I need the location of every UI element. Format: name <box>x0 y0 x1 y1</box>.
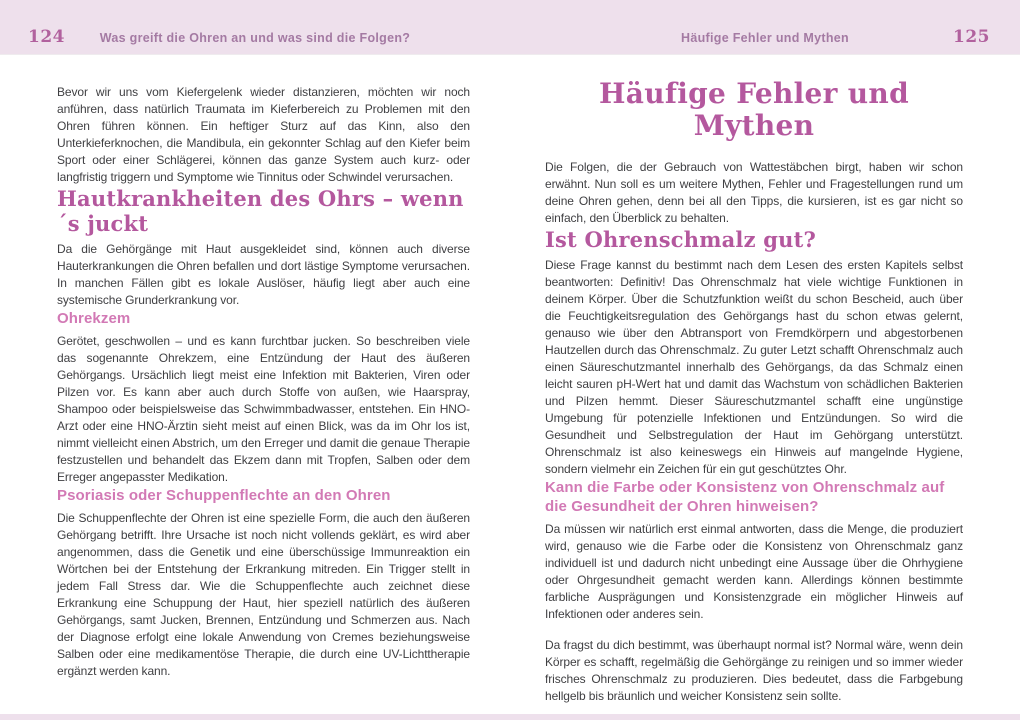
bottom-accent-bar <box>0 714 1020 720</box>
subheading-farbe-konsistenz: Kann die Farbe oder Konsistenz von Ohrenschmalz auf die Gesundheit der Ohren hinweisen? <box>545 479 945 515</box>
page-spread-content <box>0 54 1020 705</box>
running-head-left-half <box>0 0 510 54</box>
running-head-bar <box>0 0 1020 54</box>
left-intro-paragraph: Bevor wir uns vom Kiefergelenk wieder distanzieren, möchten wir noch anführen, dass natürlich Traumata im Kieferbereich zu Problemen mit den Ohren führen können. Ein heftiger Sturz auf das Kinn, also den Unterkieferknochen, die Mandibula, ein gekonnter Schlag auf den Kiefer beim Sport oder einer Schlägerei, können das ganze System auch kurz- oder langfristig triggern und Symptome wie Tinnitus oder Schwindel verursachen. <box>57 85 470 184</box>
farbe-konsistenz-paragraph-1: Da müssen wir natürlich erst einmal antworten, dass die Menge, die produziert wird, genauso wie die Farbe oder die Konsistenz von Ohrenschmalz ganz individuell ist und dadurch nicht unbedingt eine Aussage über die Ohrhygiene oder Ohrgesundheit gemacht werden kann. Allerdings können bestimmte farbliche Ausprägungen und Konsistenzgrade ein möglicher Hinweis auf Infektionen oder anderes sein. <box>545 522 963 621</box>
ohrekzem-paragraph: Gerötet, geschwollen – und es kann furchtbar jucken. So beschreiben viele das sogenannte Ohrekzem, eine Entzündung der Haut des äußeren Gehörgangs. Ursächlich liegt meist eine Infektion mit Bakterien, Viren oder Pilzen vor. Es kann aber auch durch Stoffe von außen, wie Haarspray, Shampoo oder beispielsweise das Schwimmbadwasser, entstehen. Ein HNO-Arzt oder eine HNO-Ärztin sieht meist auf einen Blick, was da im Ohr los ist, nimmt vielleicht einen Abstrich, um den Erreger und damit die genaue Therapie festzustellen und behandelt das Ekzem dann mit Tropfen, Salben oder dem Erreger angepasster Medikation. <box>57 334 470 484</box>
left-running-head: Was greift die Ohren an und was sind die Folgen? <box>99 31 411 45</box>
ohrenschmalz-paragraph: Diese Frage kannst du bestimmt nach dem Lesen des ersten Kapitels selbst beantworten: Definitiv! Das Ohrenschmalz hat viele wichtige Funktionen in deinem Körper. Über die Schutzfunktion weißt du schon Bescheid, auch über die Feuchtigkeitsregulation des Gehörgangs hast du schon etwas gelernt, genauso wie über den Abtransport von Fremdkörpern und abgestorbenen Hautzellen durch das Ohrenschmalz. Zu guter Letzt schafft Ohrenschmalz auch einen Säureschutzmantel innerhalb des Gehörgangs, da das Schmalz einen leicht sauren pH-Wert hat und damit das Wachstum von schädlichen Bakterien und Pilzen hemmt. Dieser Säureschutzmantel schafft eine ungünstige Umgebung für potenzielle Infektionen und Entzündungen. So wird die Gesundheit und Selbstregulation der Haut im Gehörgang unterstützt. Ohrenschmalz ist also keineswegs ein Hinweis auf mangelnde Hygiene, sondern vielmehr ein Zeichen für ein gut geschütztes Ohr. <box>545 258 963 476</box>
section-heading-ohrenschmalz: Ist Ohrenschmalz gut? <box>545 227 816 252</box>
hautkrankheiten-paragraph: Da die Gehörgänge mit Haut ausgekleidet sind, können auch diverse Hauterkrankungen die Ohren befallen und dort lästige Symptome verursachen. In manchen Fällen gibt es lokale Auslöser, häufig liegt aber auch eine systemische Grunderkrankung vor. <box>57 242 470 307</box>
subheading-ohrekzem: Ohrekzem <box>57 310 131 327</box>
psoriasis-paragraph: Die Schuppenflechte der Ohren ist eine spezielle Form, die auch den äußeren Gehörgang betrifft. Ihre Ursache ist noch nicht vollends geklärt, es wird aber angenommen, dass die Genetik und eine überschüssige Immunreaktion ein Wörtchen bei der Entstehung der Erkrankung mitreden. Ein Trigger stellt in jedem Fall Stress dar. Wie die Schuppenflechte auch zeichnet diese Erkrankung eine Schuppung der Haut, hier speziell natürlich des äußeren Gehörgangs, samt Jucken, Brennen, Entzündung und Schmerzen aus. Nach der Diagnose erfolgt eine lokale Anwendung von Cremes beziehungsweise Salben oder eine medikamentöse Therapie, die durch eine UV-Lichttherapie ergänzt werden kann. <box>57 511 470 678</box>
left-page <box>57 54 470 705</box>
right-intro-paragraph: Die Folgen, die der Gebrauch von Wattestäbchen birgt, haben wir schon erwähnt. Nun soll es um weitere Mythen, Fehler und Fragestellungen rund um deine Ohren gehen, denn bei all den Tipps, die kursieren, ist es gar nicht so einfach, den Überblick zu behalten. <box>545 160 963 225</box>
right-page <box>545 54 963 705</box>
running-head-right-half <box>510 0 1020 54</box>
section-heading-hautkrankheiten: Hautkrankheiten des Ohrs – wenn´s juckt <box>57 186 464 236</box>
left-page-number: 124 <box>28 27 65 47</box>
right-running-head: Häufige Fehler und Mythen <box>681 31 849 45</box>
farbe-konsistenz-paragraph-2: Da fragst du dich bestimmt, was überhaupt normal ist? Normal wäre, wenn dein Körper es schafft, regelmäßig die Gehörgänge zu reinigen und so immer wieder frisches Ohrenschmalz zu produzieren. Dies bedeutet, dass die Farbgebung hellgelb bis bräunlich und weicher Konsistenz sein sollte. <box>545 638 963 703</box>
chapter-title: Häufige Fehler und Mythen <box>599 77 909 142</box>
subheading-psoriasis: Psoriasis oder Schuppenflechte an den Ohren <box>57 487 391 504</box>
right-page-number: 125 <box>953 27 990 47</box>
